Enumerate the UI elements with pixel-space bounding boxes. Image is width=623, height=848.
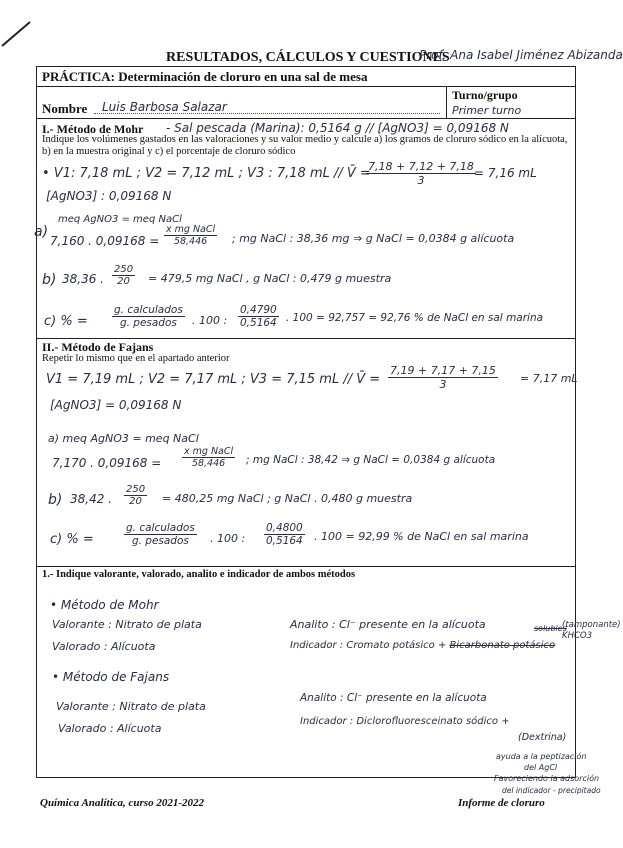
fajans-volumes: V1 = 7,19 mL ; V2 = 7,17 mL ; V3 = 7,15 mL // V̄ = (46, 372, 381, 387)
mohr-note: (tamponante) KHCO3 (562, 620, 621, 641)
fajans-a-fraction: x mg NaCl 58,446 (184, 446, 234, 469)
mohr-analito: Analito : Cl⁻ presente en la alícuota (290, 618, 486, 631)
nombre-label: Nombre (42, 101, 88, 116)
divider (446, 86, 447, 118)
mohr-b-fraction: $\frac{250}{20}$ (114, 264, 134, 287)
fajans-note-2: del AgCl (524, 763, 558, 772)
fajans-b-calc: 38,42 . (70, 492, 112, 506)
turno-label: Turno/grupo (452, 88, 518, 102)
fajans-mean-result: = 7,17 mL (520, 372, 578, 385)
mohr-indicador: Indicador : Cromato potásico + Bicarbonato potásico (290, 640, 556, 651)
fajans-c-fraction-2: $\frac{0,4800}{0,5164}$ (266, 522, 303, 547)
fajans-note-3: Favoreciendo la adsorción (494, 774, 600, 783)
mohr-sample-note: - Sal pescada (Marina): 0,5164 g // [AgNO3] = 0,09168 N (166, 121, 509, 135)
fajans-a-calc: 7,170 . 0,09168 = (52, 456, 162, 470)
fajans-dextrina: (Dextrina) (518, 732, 567, 743)
professor-name: Prof. Ana Isabel Jiménez Abizanda (419, 48, 623, 62)
page-title: RESULTADOS, CÁLCULOS Y CUESTIONES (166, 50, 450, 65)
divider (36, 338, 576, 339)
fajans-analito: Analito : Cl⁻ presente en la alícuota (300, 692, 487, 704)
fajans-heading: II.- Método de Fajans (42, 340, 154, 354)
mohr-a-label: a) (34, 224, 49, 240)
fajans-c-label: c) % = (50, 532, 94, 547)
mohr-valorante: Valorante : Nitrato de plata (52, 618, 202, 631)
fajans-valorado: Valorado : Alícuota (58, 722, 162, 735)
mohr-b-calc: 38,36 . (62, 272, 104, 286)
mohr-c-fraction-1: g. calculados g. pesados (114, 304, 183, 329)
footer-course: Química Analítica, curso 2021-2022 (40, 797, 204, 809)
fajans-b-label: b) (48, 492, 63, 508)
divider (36, 118, 576, 119)
fajans-instructions: Repetir lo mismo que en el apartado anterior (42, 353, 230, 364)
mohr-b-label: b) (42, 272, 57, 288)
footer-report: Informe de cloruro (458, 797, 545, 809)
cuestiones-heading: 1.- Indique valorante, valorado, analito e indicador de ambos métodos (42, 569, 356, 580)
practica-label: PRÁCTICA: Determinación de cloruro en una sal de mesa (42, 69, 368, 84)
nombre-value: Luis Barbosa Salazar (102, 100, 227, 114)
mohr-method-title: • Método de Mohr (50, 598, 159, 612)
mohr-concentration: [AgNO3] : 0,09168 N (46, 189, 172, 203)
corner-pen-mark (0, 18, 34, 48)
mohr-valorado: Valorado : Alícuota (52, 640, 156, 653)
fajans-indicador: Indicador : Diclorofluoresceinato sódico + (300, 716, 510, 727)
mohr-b-result: = 479,5 mg NaCl , g NaCl : 0,479 g muestra (148, 272, 392, 285)
mohr-note-struck: solubles (534, 624, 567, 633)
mohr-a-calc: 7,160 . 0,09168 = (50, 234, 160, 248)
mohr-indicador-struck: Bicarbonato potásico (449, 640, 556, 651)
fajans-a-equation: a) meq AgNO3 = meq NaCl (48, 432, 199, 445)
divider (36, 566, 576, 567)
fajans-valorante: Valorante : Nitrato de plata (56, 700, 206, 713)
fajans-note-1: ayuda a la peptización (496, 752, 587, 761)
mohr-a-result: ; mg NaCl : 38,36 mg ⇒ g NaCl = 0,0384 g alícuota (232, 232, 515, 245)
mohr-instructions: Indique los volúmenes gastados en las valoraciones y su valor medio y calcule a) los gramos de cloruro sódico en la alícuota, b) en la muestra original y c) el porcentaje de cloruro sódico (42, 134, 568, 157)
mohr-mean-result: = 7,16 mL (474, 166, 537, 180)
mohr-mean-fraction: $\frac{7,18 + 7,12 + 7,18}{3}$ (368, 160, 474, 187)
fajans-concentration: [AgNO3] = 0,09168 N (50, 398, 182, 412)
divider (36, 86, 576, 87)
fajans-method-title: • Método de Fajans (52, 670, 170, 684)
mohr-c-label: c) % = (44, 314, 88, 329)
fajans-c-fraction-1: g. calculados g. pesados (126, 522, 195, 547)
mohr-heading: I.- Método de Mohr (42, 122, 144, 136)
mohr-volumes: • V1: 7,18 mL ; V2 = 7,12 mL ; V3 : 7,18 mL // V̄ = (42, 166, 371, 181)
fajans-c-mid: . 100 : (210, 532, 246, 545)
fajans-mean-fraction: $\frac{7,19 + 7,17 + 7,15}{3}$ (390, 364, 496, 391)
mohr-c-result: . 100 = 92,757 = 92,76 % de NaCl en sal marina (286, 312, 544, 324)
mohr-a-equation: meq AgNO3 = meq NaCl (58, 214, 182, 225)
mohr-a-fraction: x mg NaCl 58,446 (166, 224, 216, 247)
mohr-c-fraction-2: $\frac{0,4790}{0,5164}$ (240, 304, 277, 329)
fajans-a-result: ; mg NaCl : 38,42 ⇒ g NaCl = 0,0384 g alícuota (246, 454, 496, 466)
fajans-b-result: = 480,25 mg NaCl ; g NaCl . 0,480 g muestra (162, 492, 413, 505)
fajans-b-fraction: $\frac{250}{20}$ (126, 484, 146, 507)
fajans-c-result: . 100 = 92,99 % de NaCl en sal marina (314, 530, 529, 543)
turno-value: Primer turno (452, 104, 522, 117)
mohr-c-mid: . 100 : (192, 314, 228, 327)
fajans-note-4: del indicador - precipitado (502, 786, 601, 795)
